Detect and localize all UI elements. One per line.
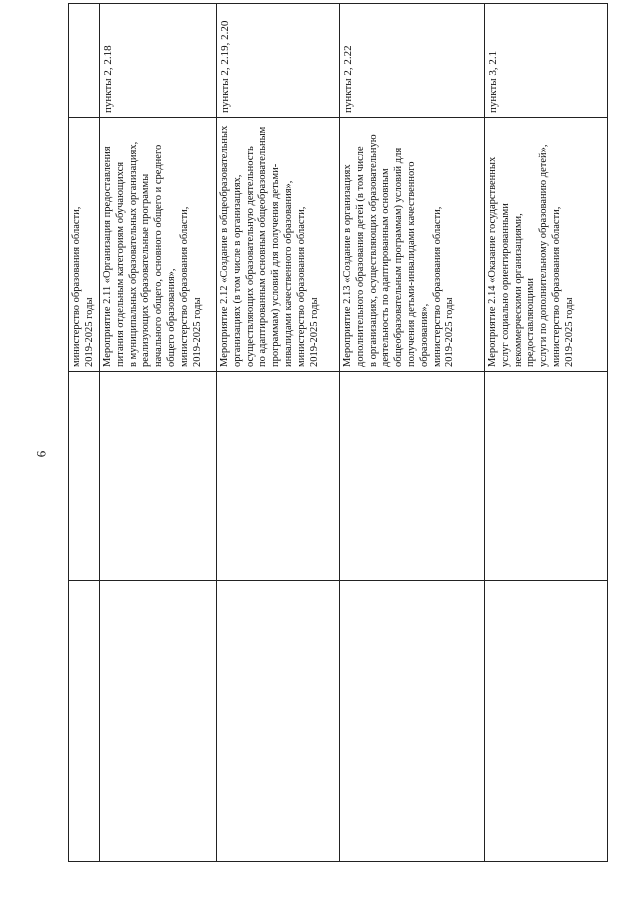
table-row (485, 4, 608, 862)
measure-line: министерство образования области, (178, 206, 190, 367)
empty-cell-left (217, 581, 340, 862)
measure-cell (217, 118, 340, 372)
empty-cell-mid (100, 372, 217, 581)
measure-line: 2019-2025 годы (191, 297, 203, 367)
clause-cell: пункты 2, 2.19, 2.20 (217, 4, 340, 118)
measure-line: инвалидами качественного образования», (282, 180, 294, 367)
empty-cell-mid (340, 372, 485, 581)
measure-line: начального общего, основного общего и среднего (153, 144, 165, 367)
measure-line: получения детьми-инвалидами качественного (405, 161, 417, 367)
measure-line: услуг социально ориентированными (499, 203, 511, 367)
table-row (100, 4, 217, 862)
measure-line: министерство образования области, (431, 206, 443, 367)
measure-line: реализующих образовательные программы (140, 173, 152, 367)
measure-line: Мероприятие 2.12 «Создание в общеобразовательных (219, 125, 230, 367)
table-row (340, 4, 485, 862)
measure-line: деятельность по адаптированным основным (380, 168, 392, 367)
table-rotator (68, 20, 582, 862)
measure-cell (69, 118, 100, 372)
measure-cell (340, 118, 485, 372)
measure-line: питания отдельным категориям обучающихся (114, 161, 126, 367)
measure-line: осуществляющих образовательную деятельность (244, 146, 256, 367)
measure-line: общего образования», (165, 268, 177, 367)
measure-line: общеобразовательным программам) условий для (393, 147, 405, 367)
rotated-table-area (68, 20, 582, 862)
measure-line: услуги по дополнительному образованию детей», (538, 144, 550, 367)
measure-line: министерство образования области, (550, 206, 562, 367)
measure-line: Мероприятие 2.14 «Оказание государственных (487, 156, 498, 367)
measure-line: некоммерческими организациями, предоставляющими (512, 213, 537, 367)
measure-line: 2019-2025 годы (563, 297, 575, 367)
table-row (69, 4, 100, 862)
measure-line: программам) условий для получения детьми- (270, 163, 282, 367)
empty-cell-left (69, 581, 100, 862)
measure-cell (485, 118, 608, 372)
empty-cell-mid (217, 372, 340, 581)
measure-line: Мероприятие 2.11 «Организация предоставления (102, 146, 113, 367)
measure-line: 2019-2025 годы (444, 297, 456, 367)
measure-line: в организациях, осуществляющих образовательную (367, 134, 379, 367)
measure-line: дополнительного образования детей (в том числе (354, 146, 366, 367)
measures-table (68, 3, 608, 862)
measure-line: 2019-2025 годы (83, 297, 95, 367)
measure-line: министерство образования области, (295, 206, 307, 367)
clause-cell (69, 4, 100, 118)
measure-line: 2019-2025 годы (308, 297, 320, 367)
clause-cell: пункты 2, 2.18 (100, 4, 217, 118)
empty-cell-mid (485, 372, 608, 581)
measure-line: в муниципальных образовательных организациях, (127, 141, 139, 367)
measure-cell (100, 118, 217, 372)
clause-cell: пункты 2, 2.22 (340, 4, 485, 118)
measure-line: организациях (в том числе в организациях, (231, 174, 243, 367)
empty-cell-left (485, 581, 608, 862)
empty-cell-left (100, 581, 217, 862)
clause-cell: пункты 3, 2.1 (485, 4, 608, 118)
empty-cell-left (340, 581, 485, 862)
empty-cell-mid (69, 372, 100, 581)
page-number: 6 (33, 450, 49, 458)
measure-line: по адаптированным основным общеобразовательным (257, 126, 269, 367)
table-row (217, 4, 340, 862)
measure-line: министерство образования области, (71, 206, 82, 367)
measure-line: образования», (418, 303, 430, 367)
measure-line: Мероприятие 2.13 «Создание в организациях (342, 164, 353, 367)
table-body (69, 4, 608, 862)
